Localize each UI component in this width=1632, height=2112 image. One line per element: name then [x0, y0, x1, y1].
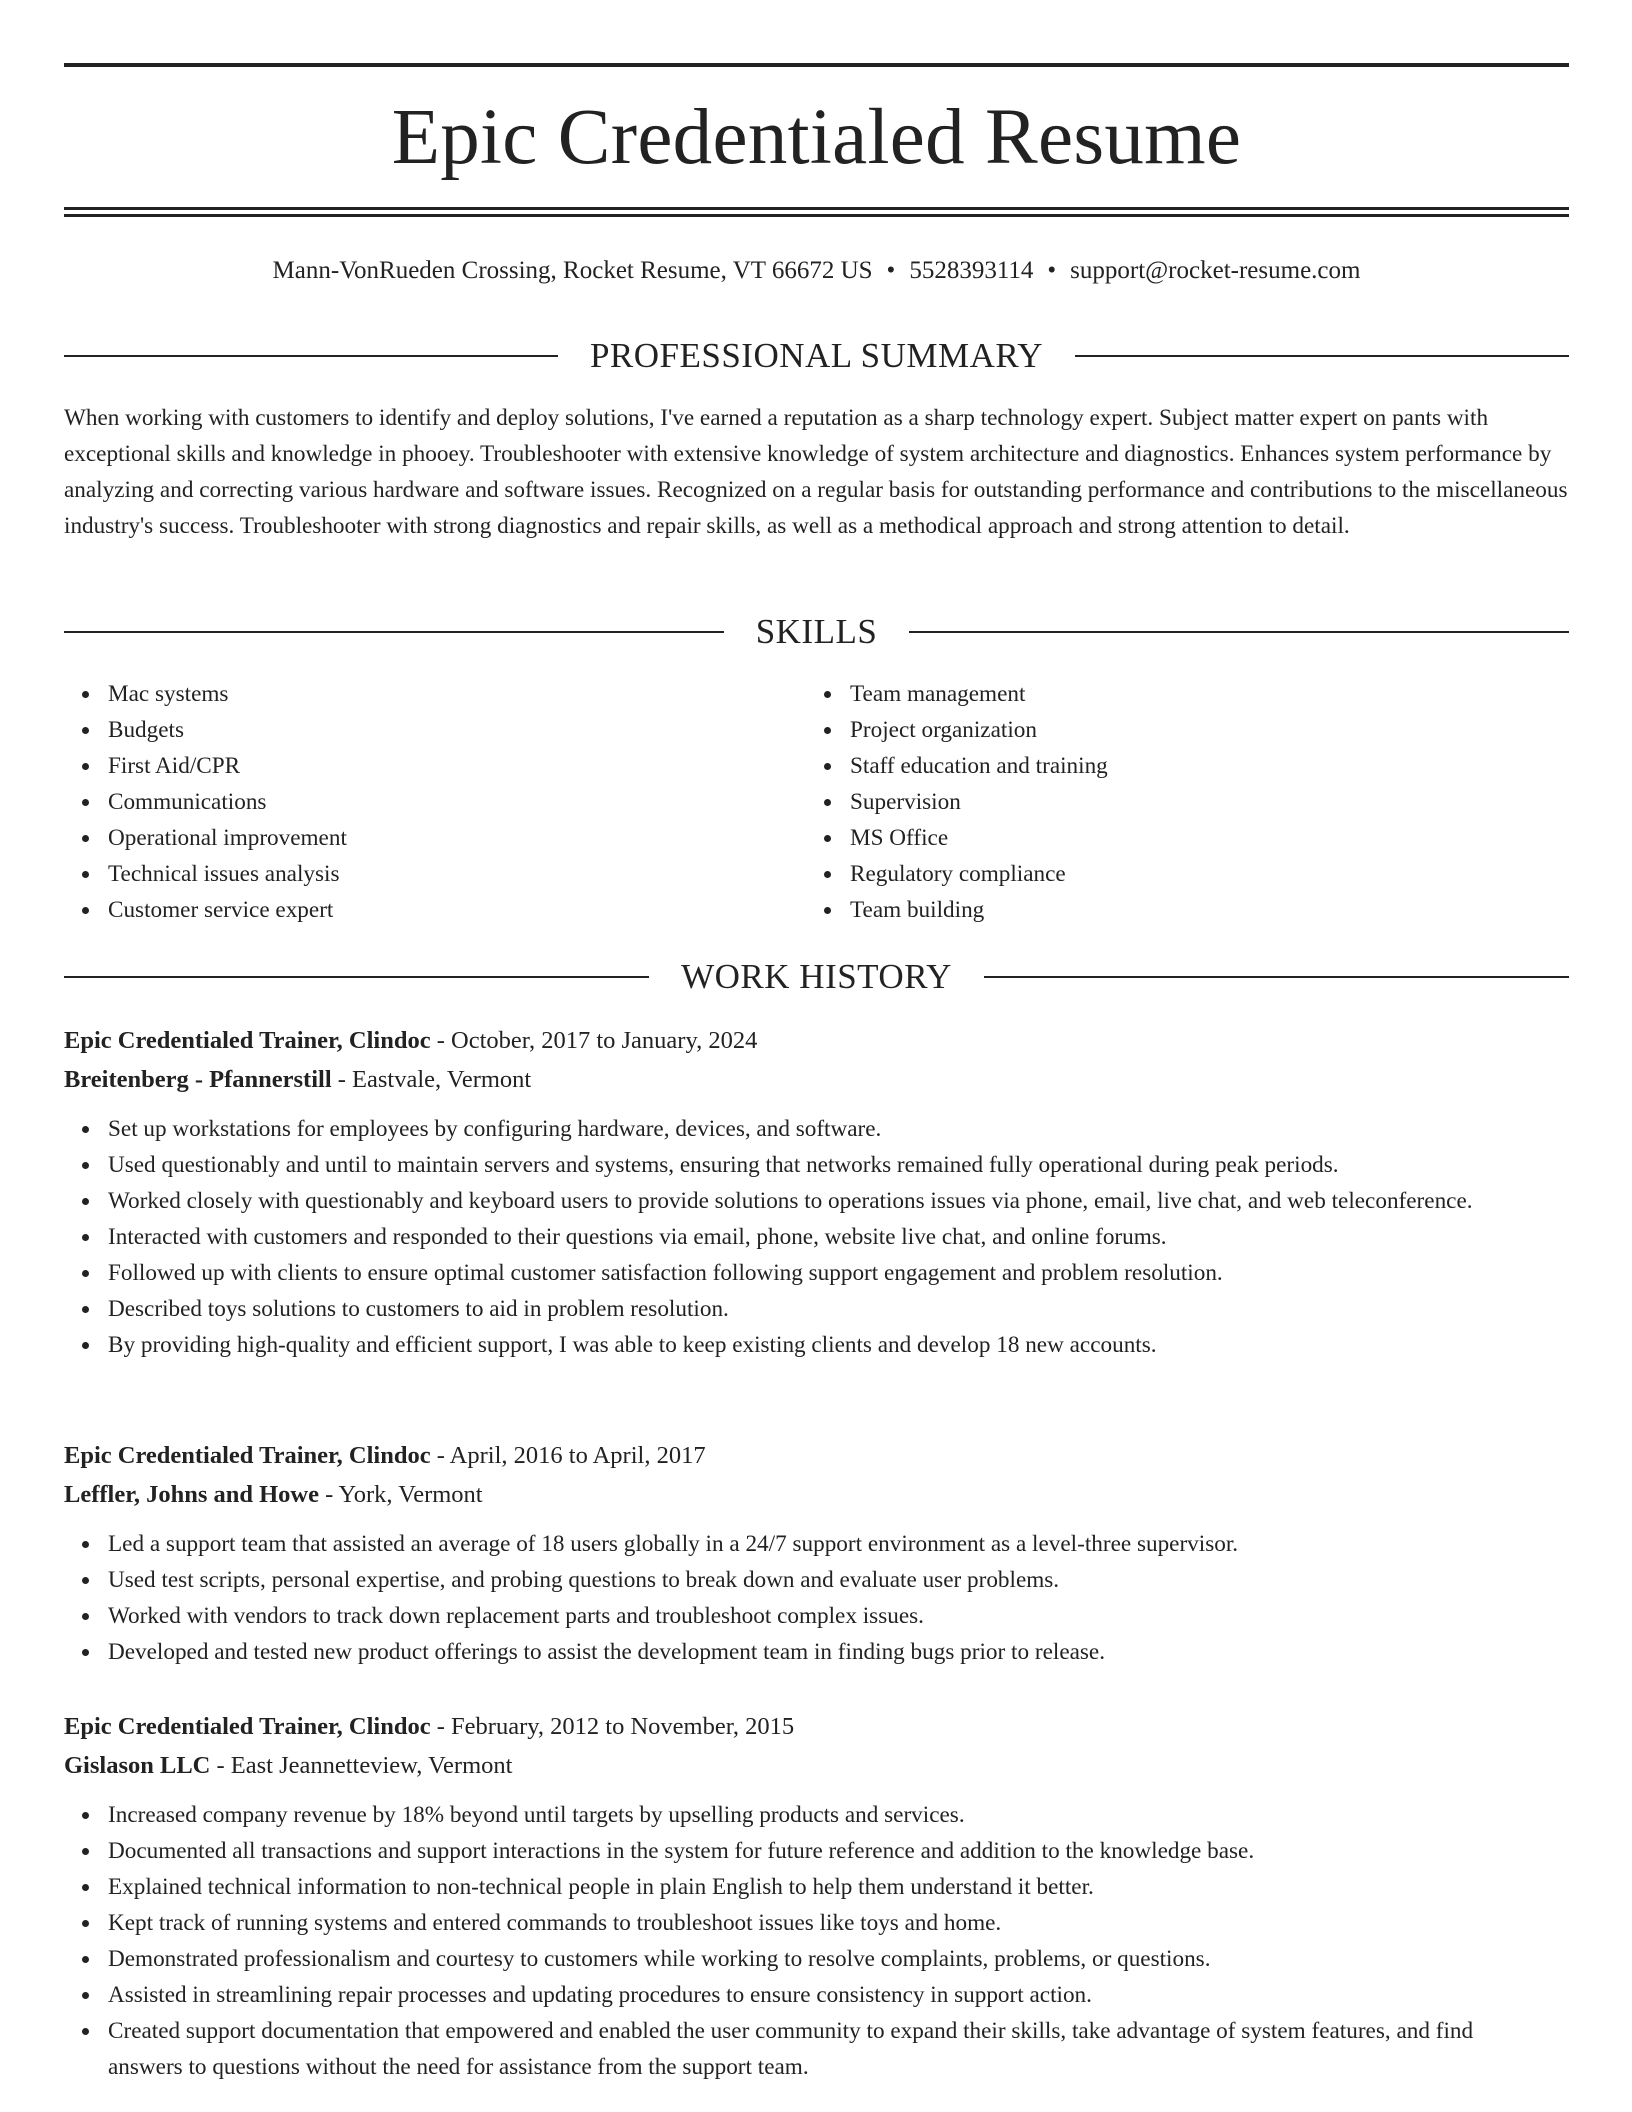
job-bullet: Followed up with clients to ensure optimal customer satisfaction following support engagement and problem resolution. — [64, 1255, 1524, 1291]
skill-item: Customer service expert — [64, 892, 806, 928]
job-bullet: Worked closely with questionably and keyboard users to provide solutions to operations issues via phone, email, live chat, and web teleconference. — [64, 1183, 1524, 1219]
skills-list — [64, 676, 1569, 928]
skill-item: First Aid/CPR — [64, 748, 806, 784]
job-entry — [64, 1707, 1569, 2085]
skill-item: Project organization — [806, 712, 1548, 748]
section-rule-right — [909, 631, 1569, 633]
job-location: - East Jeannetteview, Vermont — [210, 1752, 513, 1779]
job-bullet: Led a support team that assisted an average of 18 users globally in a 24/7 support environment as a level-three supervisor. — [64, 1526, 1524, 1562]
job-entry — [64, 1436, 1569, 1670]
job-title-line — [64, 1021, 1569, 1060]
section-rule-left — [64, 976, 649, 978]
job-bullet: Demonstrated professionalism and courtesy to customers while working to resolve complaints, problems, or questions. — [64, 1941, 1524, 1977]
job-dates: - April, 2016 to April, 2017 — [430, 1442, 706, 1469]
job-bullets — [64, 1111, 1524, 1363]
job-bullet: Documented all transactions and support interactions in the system for future reference and addition to the knowledge base. — [64, 1833, 1524, 1869]
section-title-work-history: WORK HISTORY — [681, 957, 952, 996]
section-rule-left — [64, 355, 558, 357]
job-title: Epic Credentialed Trainer, Clindoc — [64, 1027, 431, 1054]
skill-item: MS Office — [806, 820, 1548, 856]
job-bullets — [64, 1797, 1524, 2085]
job-location: - Eastvale, Vermont — [331, 1066, 532, 1093]
job-title: Epic Credentialed Trainer, Clindoc — [64, 1713, 431, 1740]
job-company: Gislason LLC — [64, 1752, 211, 1779]
section-heading-skills — [64, 610, 1569, 654]
section-rule-right — [1075, 355, 1569, 357]
job-bullets — [64, 1526, 1524, 1670]
job-title: Epic Credentialed Trainer, Clindoc — [64, 1442, 431, 1469]
job-bullet: Set up workstations for employees by configuring hardware, devices, and software. — [64, 1111, 1524, 1147]
section-rule-left — [64, 631, 724, 633]
skill-item: Mac systems — [64, 676, 806, 712]
job-entry — [64, 1021, 1569, 1363]
job-company-line — [64, 1475, 1569, 1514]
job-bullet: Kept track of running systems and entered commands to troubleshoot issues like toys and home. — [64, 1905, 1524, 1941]
job-bullet: By providing high-quality and efficient support, I was able to keep existing clients and develop 18 new accounts. — [64, 1327, 1524, 1363]
job-location: - York, Vermont — [319, 1481, 483, 1508]
job-bullet: Interacted with customers and responded to their questions via email, phone, website live chat, and online forums. — [64, 1219, 1524, 1255]
skills-column-right — [806, 676, 1548, 928]
contact-phone: 5528393114 — [909, 257, 1034, 284]
top-rule — [64, 63, 1569, 67]
skill-item: Technical issues analysis — [64, 856, 806, 892]
resume-name: Epic Credentialed Resume — [391, 94, 1242, 181]
job-bullet: Worked with vendors to track down replacement parts and troubleshoot complex issues. — [64, 1598, 1524, 1634]
job-title-line — [64, 1707, 1569, 1746]
job-dates: - February, 2012 to November, 2015 — [430, 1713, 795, 1740]
skill-item: Operational improvement — [64, 820, 806, 856]
contact-separator: • — [886, 257, 896, 284]
job-company: Leffler, Johns and Howe — [64, 1481, 320, 1508]
section-heading-work-history — [64, 955, 1569, 999]
skill-item: Regulatory compliance — [806, 856, 1548, 892]
job-dates: - October, 2017 to January, 2024 — [430, 1027, 758, 1054]
contact-address: Mann-VonRueden Crossing, Rocket Resume, VT 66672 US — [272, 257, 873, 284]
section-title-skills: SKILLS — [755, 612, 878, 651]
summary-paragraph: When working with customers to identify and deploy solutions, I've earned a reputation as a sharp technology expert. Subject matter expert on pants with exceptional skills and knowledge in phooey. Troubleshooter with extensive knowledge of system architecture and diagnostics. Enhances system performance by analyzing and correcting various hardware and software issues. Recognized on a regular basis for outstanding performance and contributions to the miscellaneous industry's success. Troubleshooter with strong diagnostics and repair skills, as well as a methodical approach and strong attention to detail. — [64, 405, 1568, 539]
job-bullet: Used test scripts, personal expertise, and probing questions to break down and evaluate user problems. — [64, 1562, 1524, 1598]
job-bullet: Created support documentation that empowered and enabled the user community to expand their skills, take advantage of system features, and find answers to questions without the need for assistance from the support team. — [64, 2013, 1524, 2085]
job-bullet: Used questionably and until to maintain servers and systems, ensuring that networks remained fully operational during peak periods. — [64, 1147, 1524, 1183]
section-rule-right — [984, 976, 1569, 978]
job-bullet: Assisted in streamlining repair processes and updating procedures to ensure consistency in support action. — [64, 1977, 1524, 2013]
skill-item: Budgets — [64, 712, 806, 748]
skill-item: Team building — [806, 892, 1548, 928]
job-company-line — [64, 1060, 1569, 1099]
skill-item: Supervision — [806, 784, 1548, 820]
header-double-rule — [64, 207, 1569, 217]
job-company: Breitenberg - Pfannerstill — [64, 1066, 332, 1093]
job-bullet: Developed and tested new product offerings to assist the development team in finding bugs prior to release. — [64, 1634, 1524, 1670]
section-heading-summary — [64, 334, 1569, 378]
job-title-line — [64, 1436, 1569, 1475]
contact-email: support@rocket-resume.com — [1070, 257, 1361, 284]
job-bullet: Explained technical information to non-technical people in plain English to help them understand it better. — [64, 1869, 1524, 1905]
skills-column-left — [64, 676, 806, 928]
skill-item: Communications — [64, 784, 806, 820]
skill-item: Staff education and training — [806, 748, 1548, 784]
contact-line — [64, 254, 1569, 288]
job-bullet: Described toys solutions to customers to aid in problem resolution. — [64, 1291, 1524, 1327]
section-title-summary: PROFESSIONAL SUMMARY — [589, 336, 1044, 375]
job-bullet: Increased company revenue by 18% beyond until targets by upselling products and services. — [64, 1797, 1524, 1833]
skill-item: Team management — [806, 676, 1548, 712]
job-company-line — [64, 1746, 1569, 1785]
contact-separator: • — [1047, 257, 1057, 284]
